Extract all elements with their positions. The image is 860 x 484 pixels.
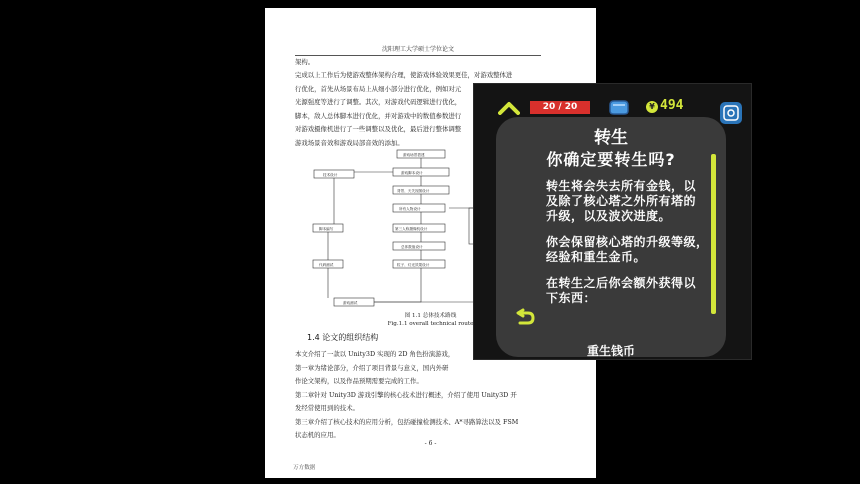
flow-label: 游戏测试 — [343, 301, 358, 305]
dialog-question: 你确定要转生吗? — [546, 150, 676, 169]
coin-count: 494 — [660, 98, 684, 113]
dialog-text-line: 及除了核心塔之外所有塔的 — [546, 194, 697, 208]
running-header: 沈阳理工大学硕士学位论文 — [295, 44, 541, 56]
flow-label: 脚本编写 — [319, 227, 334, 231]
text-line: 光源强度等进行了调整。其次，对游戏代码逻辑进行优化， — [295, 98, 462, 106]
flow-label: 游戏场景搭建 — [403, 153, 425, 157]
text-line: 本文介绍了一款以 Unity3D 实现的 2D 角色扮演游戏， — [295, 350, 455, 358]
settings-button[interactable] — [720, 102, 742, 124]
text-line: 架构。 — [295, 58, 315, 66]
back-arrow-icon[interactable] — [514, 308, 536, 328]
text-line: 第三章介绍了核心技术的应用分析，包括碰撞检测技术、A*寻路算法以及 FSM — [295, 418, 519, 426]
hp-text: 20 / 20 — [542, 102, 578, 112]
figure-caption-cn: 图 1.1 总体技术路线 — [404, 313, 457, 319]
text-line: 作论文架构，以及作品预期需要完成的工作。 — [295, 377, 423, 385]
dialog-text-line: 转生将会失去所有金钱，以 — [546, 179, 697, 193]
flow-label: 背景、天关视图设计 — [397, 189, 430, 193]
text-line: 状态机的应用。 — [295, 431, 340, 439]
coin-icon: ¥ — [646, 101, 658, 113]
shield-icon — [607, 99, 631, 115]
text-line: 完成以上工作后为使游戏整体架构合理，使游戏体验效果更佳，对游戏整体进 — [295, 71, 513, 79]
text-line: 发经常使用到的技术。 — [295, 404, 359, 412]
flow-label: 第三人称摄像机设计 — [395, 227, 428, 231]
flow-label: 所有人物设计 — [399, 207, 421, 211]
text-line: 行优化，首先从场景布局上从细小部分进行优化，例如对元 — [295, 85, 462, 93]
text-line: 第二章针对 Unity3D 游戏引擎的核心技术进行概述，介绍了使用 Unity3D 开 — [295, 391, 517, 399]
dialog-text-line: 经验和重生金币。 — [546, 250, 647, 264]
flow-label: 技术设计 — [323, 173, 338, 177]
settings-icon — [720, 102, 742, 124]
figure-caption-en: Fig.1.1 overall technical route — [387, 321, 474, 327]
flow-label: 粒子、灯光效果设计 — [397, 263, 430, 267]
text-line: 对游戏摄像机进行了一些调整以及优化，最后进行整体调整 — [295, 125, 462, 133]
chevron-up-icon[interactable] — [498, 101, 520, 115]
dialog-text-line: 在转生之后你会额外获得以 — [546, 276, 697, 290]
dialog-scrollbar[interactable] — [711, 154, 716, 314]
section-heading: 1.4 论文的组织结构 — [307, 333, 379, 342]
game-window — [473, 83, 752, 360]
dialog-text-line: 下东西： — [546, 291, 597, 305]
text-line: 脚本，敌人总体脚本进行优化，并对游戏中的数值参数进行 — [295, 112, 462, 120]
flow-label: 游戏脚本设计 — [401, 171, 423, 175]
text-line: 第一章为绪论部分，介绍了项目背景与意义，国内外研 — [295, 364, 449, 372]
footer-watermark: 万方数据 — [293, 465, 316, 471]
dialog-text-line: 你会保留核心塔的升级等级， — [546, 235, 709, 249]
flow-label: 代码测试 — [319, 263, 334, 267]
flow-label: 总体数值设计 — [401, 245, 423, 249]
text-line: 游戏场景音效和游戏局部音效的添加。 — [295, 139, 404, 147]
dialog-text-line: 升级，以及波次进度。 — [546, 209, 672, 223]
page-number: - 6 - — [424, 440, 437, 447]
rebirth-coin-label: 重生钱币 — [586, 344, 635, 357]
dialog-title: 转生 — [594, 128, 628, 148]
